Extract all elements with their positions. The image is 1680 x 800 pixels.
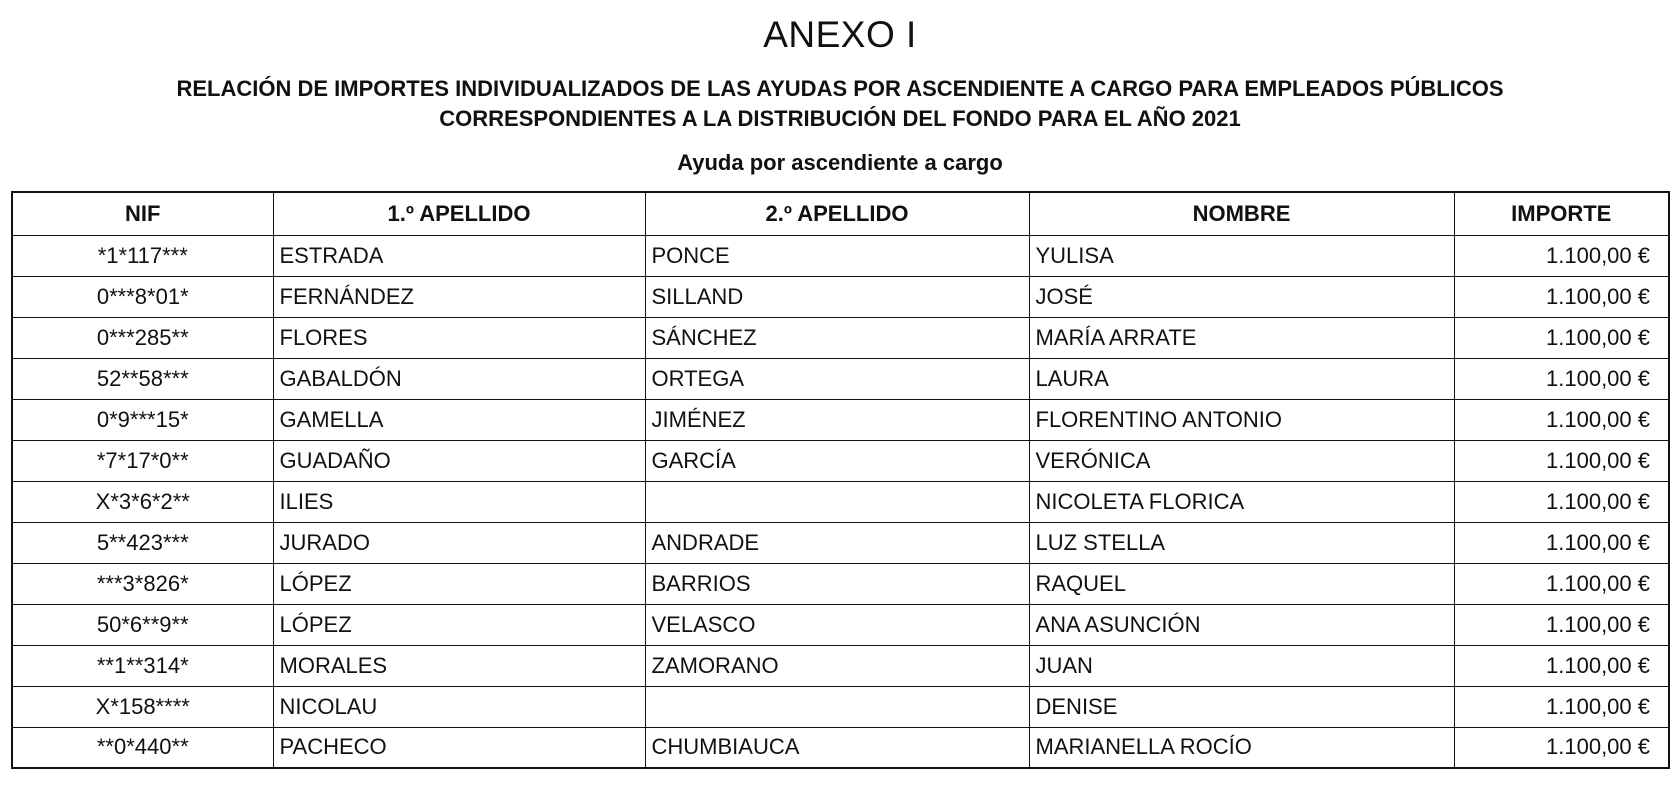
cell-apellido-2: JIMÉNEZ: [645, 399, 1029, 440]
table-row: [12, 317, 1669, 358]
cell-apellido-2: ANDRADE: [645, 522, 1029, 563]
table-row: [12, 440, 1669, 481]
table-row: [12, 522, 1669, 563]
cell-importe: 1.100,00 €: [1454, 399, 1669, 440]
cell-nombre: MARÍA ARRATE: [1029, 317, 1454, 358]
table-header-row: [12, 192, 1669, 235]
column-header-nif: NIF: [12, 192, 273, 235]
table-row: [12, 645, 1669, 686]
cell-nif: ***3*826*: [12, 563, 273, 604]
cell-nombre: DENISE: [1029, 686, 1454, 727]
cell-nif: 50*6**9**: [12, 604, 273, 645]
cell-importe: 1.100,00 €: [1454, 276, 1669, 317]
cell-nombre: JOSÉ: [1029, 276, 1454, 317]
document-heading: [0, 74, 1680, 134]
cell-importe: 1.100,00 €: [1454, 440, 1669, 481]
table-row: [12, 235, 1669, 276]
cell-importe: 1.100,00 €: [1454, 235, 1669, 276]
cell-importe: 1.100,00 €: [1454, 727, 1669, 768]
table-row: [12, 399, 1669, 440]
cell-apellido-1: MORALES: [273, 645, 645, 686]
cell-nif: X*158****: [12, 686, 273, 727]
table-row: [12, 727, 1669, 768]
table-row: [12, 604, 1669, 645]
cell-apellido-2: [645, 686, 1029, 727]
cell-apellido-1: LÓPEZ: [273, 604, 645, 645]
table-row: [12, 686, 1669, 727]
cell-importe: 1.100,00 €: [1454, 358, 1669, 399]
table-row: [12, 358, 1669, 399]
cell-apellido-2: SÁNCHEZ: [645, 317, 1029, 358]
cell-apellido-2: PONCE: [645, 235, 1029, 276]
cell-nif: *1*117***: [12, 235, 273, 276]
column-header-nombre: NOMBRE: [1029, 192, 1454, 235]
cell-apellido-2: GARCÍA: [645, 440, 1029, 481]
cell-apellido-2: [645, 481, 1029, 522]
cell-nombre: LUZ STELLA: [1029, 522, 1454, 563]
cell-nif: 0***8*01*: [12, 276, 273, 317]
cell-nombre: YULISA: [1029, 235, 1454, 276]
cell-importe: 1.100,00 €: [1454, 604, 1669, 645]
cell-apellido-1: NICOLAU: [273, 686, 645, 727]
table-row: [12, 276, 1669, 317]
cell-importe: 1.100,00 €: [1454, 522, 1669, 563]
cell-importe: 1.100,00 €: [1454, 563, 1669, 604]
cell-nif: X*3*6*2**: [12, 481, 273, 522]
cell-nif: *7*17*0**: [12, 440, 273, 481]
cell-nif: 52**58***: [12, 358, 273, 399]
cell-apellido-1: GABALDÓN: [273, 358, 645, 399]
column-header-apellido-1: 1.º APELLIDO: [273, 192, 645, 235]
cell-apellido-1: PACHECO: [273, 727, 645, 768]
cell-nombre: FLORENTINO ANTONIO: [1029, 399, 1454, 440]
document-heading-line-1: RELACIÓN DE IMPORTES INDIVIDUALIZADOS DE LAS AYUDAS POR ASCENDIENTE A CARGO PARA EMPLEADOS PÚBLICOS: [176, 76, 1504, 101]
cell-nombre: LAURA: [1029, 358, 1454, 399]
cell-nombre: MARIANELLA ROCÍO: [1029, 727, 1454, 768]
cell-apellido-2: VELASCO: [645, 604, 1029, 645]
cell-nombre: NICOLETA FLORICA: [1029, 481, 1454, 522]
cell-nif: **0*440**: [12, 727, 273, 768]
cell-apellido-2: ZAMORANO: [645, 645, 1029, 686]
cell-importe: 1.100,00 €: [1454, 481, 1669, 522]
cell-apellido-1: LÓPEZ: [273, 563, 645, 604]
cell-nif: 5**423***: [12, 522, 273, 563]
cell-nombre: JUAN: [1029, 645, 1454, 686]
cell-apellido-1: GAMELLA: [273, 399, 645, 440]
cell-importe: 1.100,00 €: [1454, 645, 1669, 686]
cell-apellido-2: ORTEGA: [645, 358, 1029, 399]
cell-nif: 0***285**: [12, 317, 273, 358]
table-row: [12, 481, 1669, 522]
cell-nif: 0*9***15*: [12, 399, 273, 440]
cell-nombre: VERÓNICA: [1029, 440, 1454, 481]
document-title: ANEXO I: [763, 14, 917, 55]
cell-nombre: RAQUEL: [1029, 563, 1454, 604]
cell-nif: **1**314*: [12, 645, 273, 686]
cell-apellido-2: SILLAND: [645, 276, 1029, 317]
cell-importe: 1.100,00 €: [1454, 686, 1669, 727]
cell-apellido-1: GUADAÑO: [273, 440, 645, 481]
table-subtitle: Ayuda por ascendiente a cargo: [677, 150, 1003, 175]
cell-apellido-2: BARRIOS: [645, 563, 1029, 604]
cell-apellido-1: FLORES: [273, 317, 645, 358]
aid-amounts-table: [11, 191, 1670, 769]
document-heading-line-2: CORRESPONDIENTES A LA DISTRIBUCIÓN DEL FONDO PARA EL AÑO 2021: [439, 106, 1241, 131]
cell-apellido-1: ESTRADA: [273, 235, 645, 276]
table-row: [12, 563, 1669, 604]
cell-apellido-1: ILIES: [273, 481, 645, 522]
table-body: [12, 235, 1669, 768]
table-header: [12, 192, 1669, 235]
column-header-apellido-2: 2.º APELLIDO: [645, 192, 1029, 235]
column-header-importe: IMPORTE: [1454, 192, 1669, 235]
cell-apellido-1: JURADO: [273, 522, 645, 563]
cell-nombre: ANA ASUNCIÓN: [1029, 604, 1454, 645]
cell-apellido-1: FERNÁNDEZ: [273, 276, 645, 317]
cell-apellido-2: CHUMBIAUCA: [645, 727, 1029, 768]
cell-importe: 1.100,00 €: [1454, 317, 1669, 358]
